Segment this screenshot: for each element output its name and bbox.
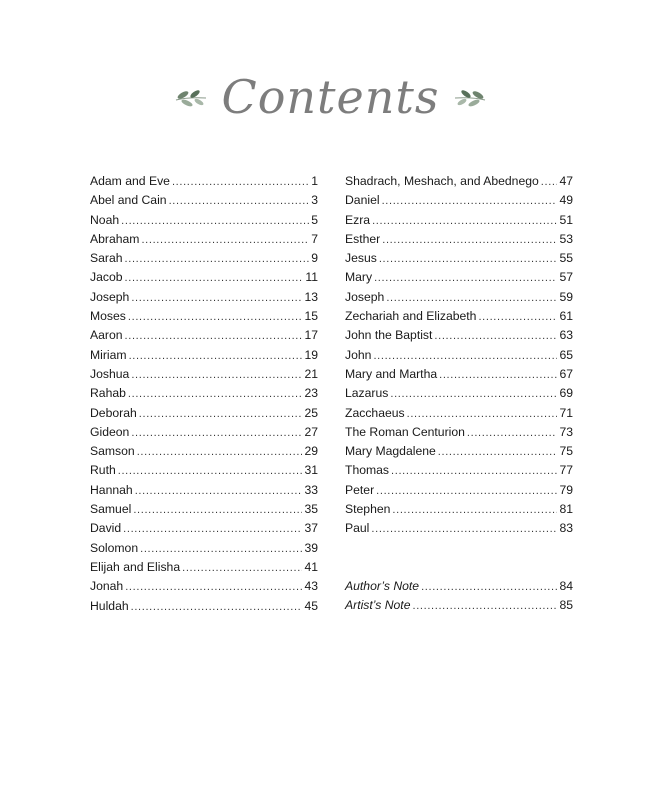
dot-leader xyxy=(382,231,557,250)
toc-entry[interactable] xyxy=(90,461,318,480)
dot-leader xyxy=(125,269,304,288)
toc-entry[interactable] xyxy=(90,558,318,577)
dot-leader xyxy=(125,327,303,346)
dot-leader xyxy=(128,385,303,404)
toc-entry-page: 25 xyxy=(304,405,318,420)
toc-entry-page: 23 xyxy=(304,386,318,401)
toc-entry-title: Abraham xyxy=(90,231,140,246)
dot-leader xyxy=(390,385,557,404)
toc-entry[interactable] xyxy=(90,519,318,538)
leaf-sprig-icon xyxy=(453,86,487,108)
dot-leader xyxy=(169,192,310,211)
toc-entry-title: Aaron xyxy=(90,328,123,343)
toc-entry-page: 57 xyxy=(559,270,573,285)
toc-entry-page: 67 xyxy=(559,366,573,381)
toc-entry[interactable] xyxy=(90,211,318,230)
toc-entry-page: 49 xyxy=(559,193,573,208)
toc-entry-title: John the Baptist xyxy=(345,328,433,343)
dot-leader xyxy=(392,501,557,520)
toc-entry[interactable] xyxy=(90,191,318,210)
toc-entry[interactable] xyxy=(90,577,318,596)
toc-entry-title: Samson xyxy=(90,444,135,459)
toc-entry-page: 1 xyxy=(311,174,318,188)
toc-entry[interactable] xyxy=(345,288,573,307)
toc-entry-title: Samuel xyxy=(90,502,132,517)
toc-entry-page: 59 xyxy=(559,289,573,304)
toc-entry-page: 43 xyxy=(304,579,318,594)
toc-entry-page: 15 xyxy=(304,309,318,324)
toc-entry-title: The Roman Centurion xyxy=(345,424,465,439)
toc-entry-page: 51 xyxy=(559,212,573,227)
toc-entry-page: 9 xyxy=(311,251,318,266)
toc-entry[interactable] xyxy=(90,172,318,191)
toc-entry-title: Elijah and Elisha xyxy=(90,559,181,574)
toc-entry[interactable] xyxy=(90,500,318,519)
toc-entry-title: Mary xyxy=(345,270,373,285)
toc-entry-page: 65 xyxy=(559,347,573,362)
toc-entry-page: 79 xyxy=(559,482,573,497)
toc-entry-page: 29 xyxy=(304,444,318,459)
toc-entry-page: 17 xyxy=(304,328,318,343)
toc-entry-title: Thomas xyxy=(345,463,390,478)
toc-entry-title: Rahab xyxy=(90,386,126,401)
toc-entry[interactable] xyxy=(90,326,318,345)
toc-entry[interactable] xyxy=(345,500,573,519)
toc-entry-title: Mary and Martha xyxy=(345,366,438,381)
dot-leader xyxy=(118,462,303,481)
toc-entry[interactable] xyxy=(90,404,318,423)
toc-entry-page: 81 xyxy=(559,502,573,517)
dot-leader xyxy=(131,289,302,308)
dot-leader xyxy=(438,443,558,462)
toc-entry-page: 11 xyxy=(305,270,318,285)
toc-entry-title: Sarah xyxy=(90,251,123,266)
dot-leader xyxy=(128,308,303,327)
dot-leader xyxy=(376,482,557,501)
toc-entry[interactable] xyxy=(345,191,573,210)
toc-entry[interactable] xyxy=(90,384,318,403)
toc-entry-title: Jesus xyxy=(345,251,377,266)
dot-leader xyxy=(141,231,309,250)
toc-entry-page: 41 xyxy=(304,559,318,574)
toc-entry-title: Joseph xyxy=(345,289,385,304)
dot-leader xyxy=(139,405,303,424)
toc-entry[interactable] xyxy=(345,481,573,500)
toc-entry-page: 7 xyxy=(311,231,318,246)
toc-entry-page: 31 xyxy=(304,463,318,478)
toc-entry-title: Jacob xyxy=(90,270,123,285)
toc-entry[interactable] xyxy=(90,346,318,365)
toc-entry-title: Daniel xyxy=(345,193,380,208)
toc-entry[interactable] xyxy=(345,346,573,365)
section-gap xyxy=(345,539,573,577)
toc-entry-title: Hannah xyxy=(90,482,133,497)
toc-entry-page: 69 xyxy=(559,386,573,401)
toc-entry-title: Adam and Eve xyxy=(90,174,170,188)
dot-leader xyxy=(129,347,303,366)
dot-leader xyxy=(541,173,558,192)
dot-leader xyxy=(125,250,310,269)
toc-entry-title: Joseph xyxy=(90,289,130,304)
dot-leader xyxy=(374,269,557,288)
dot-leader xyxy=(373,347,557,366)
toc-entry[interactable] xyxy=(345,172,573,191)
toc-entry[interactable] xyxy=(90,307,318,326)
toc-entry-page: 5 xyxy=(311,212,318,227)
toc-entry-page: 73 xyxy=(559,424,573,439)
toc-entry-page: 47 xyxy=(559,174,573,188)
dot-leader xyxy=(125,578,302,597)
toc-entry[interactable] xyxy=(345,442,573,461)
toc-entry-title: Deborah xyxy=(90,405,137,420)
toc-entry[interactable] xyxy=(90,365,318,384)
toc-entry-title: Mary Magdalene xyxy=(345,444,436,459)
dot-leader xyxy=(421,578,557,597)
toc-entry-page: 85 xyxy=(559,597,573,612)
dot-leader xyxy=(382,192,558,211)
toc-entry-title: Zacchaeus xyxy=(345,405,405,420)
dot-leader xyxy=(467,424,558,443)
toc-entry-title: Gideon xyxy=(90,424,130,439)
toc-entry-title: Esther xyxy=(345,231,381,246)
toc-entry[interactable] xyxy=(345,404,573,423)
toc-entry-title: Lazarus xyxy=(345,386,389,401)
toc-entry[interactable] xyxy=(90,249,318,268)
toc-entry-title: Ezra xyxy=(345,212,371,227)
toc-entry-page: 75 xyxy=(559,444,573,459)
toc-entry[interactable] xyxy=(90,481,318,500)
toc-entry-page: 84 xyxy=(559,578,573,593)
toc-entry-page: 39 xyxy=(304,540,318,555)
toc-entry-page: 37 xyxy=(304,521,318,536)
toc-entry[interactable] xyxy=(345,519,573,538)
toc-entry-page: 63 xyxy=(559,328,573,343)
dot-leader xyxy=(121,212,309,231)
toc-entry-title: Zechariah and Elizabeth xyxy=(345,309,477,324)
dot-leader xyxy=(140,540,302,559)
dot-leader xyxy=(478,308,557,327)
toc-entry-title: Solomon xyxy=(90,540,139,555)
toc-entry-page: 83 xyxy=(559,521,573,536)
dot-leader xyxy=(123,520,302,539)
dot-leader xyxy=(137,443,303,462)
toc-entry-title: Joshua xyxy=(90,366,130,381)
toc-entry-title: Huldah xyxy=(90,598,129,613)
toc-entry-title: Miriam xyxy=(90,347,127,362)
dot-leader xyxy=(434,327,557,346)
toc-entry[interactable] xyxy=(345,268,573,287)
dot-leader xyxy=(135,482,303,501)
dot-leader xyxy=(407,405,558,424)
toc-entry-page: 27 xyxy=(304,424,318,439)
dot-leader xyxy=(379,250,558,269)
toc-entry-page: 45 xyxy=(304,598,318,613)
toc-entry[interactable] xyxy=(90,442,318,461)
toc-left-column xyxy=(90,172,318,616)
dot-leader xyxy=(131,366,302,385)
toc-entry-page: 61 xyxy=(559,309,573,324)
toc-entry[interactable] xyxy=(345,326,573,345)
toc-entry[interactable] xyxy=(345,365,573,384)
toc-entry[interactable] xyxy=(345,384,573,403)
leaf-sprig-icon xyxy=(174,86,208,108)
toc-entry-title: Ruth xyxy=(90,463,116,478)
toc-entry-page: 77 xyxy=(559,463,573,478)
toc-entry[interactable] xyxy=(90,539,318,558)
toc-entry-title: David xyxy=(90,521,122,536)
toc-entry[interactable] xyxy=(345,596,573,615)
toc-entry[interactable] xyxy=(345,230,573,249)
contents-heading xyxy=(0,62,661,132)
toc-entry-page: 21 xyxy=(304,366,318,381)
toc-entry-title: Noah xyxy=(90,212,120,227)
dot-leader xyxy=(391,462,557,481)
toc-entry-page: 19 xyxy=(304,347,318,362)
dot-leader xyxy=(182,559,302,578)
toc-entry[interactable] xyxy=(345,461,573,480)
dot-leader xyxy=(371,520,557,539)
dot-leader xyxy=(386,289,557,308)
toc-entry-title: Shadrach, Meshach, and Abednego xyxy=(345,174,539,188)
toc-entry[interactable] xyxy=(345,211,573,230)
toc-entry-page: 71 xyxy=(559,405,573,420)
toc-entry[interactable] xyxy=(345,577,573,596)
toc-entry-page: 55 xyxy=(559,251,573,266)
toc-entry[interactable] xyxy=(345,423,573,442)
toc-entry-title: Jonah xyxy=(90,579,124,594)
toc-entry-title: John xyxy=(345,347,372,362)
toc-entry-page: 35 xyxy=(304,502,318,517)
dot-leader xyxy=(372,212,557,231)
toc-entry-title: Artist’s Note xyxy=(345,597,411,612)
toc-entry-page: 53 xyxy=(559,231,573,246)
page-title: Contents xyxy=(221,70,440,124)
toc-entry-title: Stephen xyxy=(345,502,391,517)
dot-leader xyxy=(172,173,309,192)
dot-leader xyxy=(439,366,557,385)
dot-leader xyxy=(131,598,303,617)
toc-entry[interactable] xyxy=(345,307,573,326)
toc-entry[interactable] xyxy=(345,249,573,268)
toc-entry[interactable] xyxy=(90,268,318,287)
toc-entry[interactable] xyxy=(90,423,318,442)
toc-entry[interactable] xyxy=(90,230,318,249)
toc-entry-title: Abel and Cain xyxy=(90,193,167,208)
toc-right-column xyxy=(345,172,573,615)
dot-leader xyxy=(133,501,302,520)
dot-leader xyxy=(131,424,302,443)
toc-entry-page: 33 xyxy=(304,482,318,497)
toc-entry-title: Moses xyxy=(90,309,126,324)
dot-leader xyxy=(412,597,557,616)
toc-entry-title: Paul xyxy=(345,521,370,536)
toc-entry-title: Peter xyxy=(345,482,375,497)
toc-entry-page: 13 xyxy=(304,289,318,304)
toc-entry-page: 3 xyxy=(311,193,318,208)
toc-entry-title: Author’s Note xyxy=(345,578,420,593)
toc-entry[interactable] xyxy=(90,288,318,307)
toc-entry[interactable] xyxy=(90,597,318,616)
